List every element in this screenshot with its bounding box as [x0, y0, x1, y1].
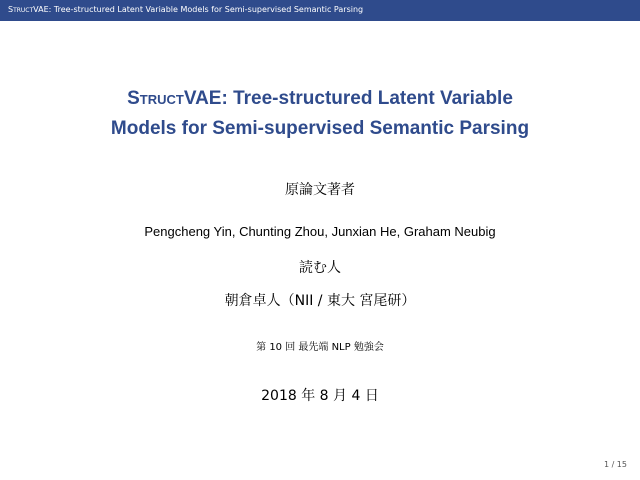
header-title-smallcaps: StructVAE [8, 5, 49, 14]
paper-authors-label: 原論文著者 [285, 182, 355, 198]
reader-label: 読む人 [299, 260, 341, 276]
slide-title [0, 84, 640, 144]
reader-name: 朝倉卓人（NII / 東大 宮尾研） [224, 293, 416, 309]
header-bar [0, 0, 640, 21]
author-list: Pengcheng Yin, Chunting Zhou, Junxian He, Graham Neubig [144, 224, 496, 239]
event-name: 第 10 回 最先端 NLP 勉強会 [256, 342, 384, 353]
slide-title-line2: Models for Semi-supervised Semantic Parsing [110, 118, 530, 139]
presentation-date: 2018 年 8 月 4 日 [261, 388, 379, 404]
slide-title-line1 [0, 84, 640, 114]
slide-title-smallcaps: StructVAE [127, 88, 222, 109]
header-title-rest: : Tree-structured Latent Variable Models for Semi-supervised Semantic Parsing [48, 5, 364, 14]
slide-title-line1-rest: : Tree-structured Latent Variable [221, 88, 513, 109]
page-number: 1 / 15 [603, 460, 627, 469]
header-title [8, 4, 363, 16]
